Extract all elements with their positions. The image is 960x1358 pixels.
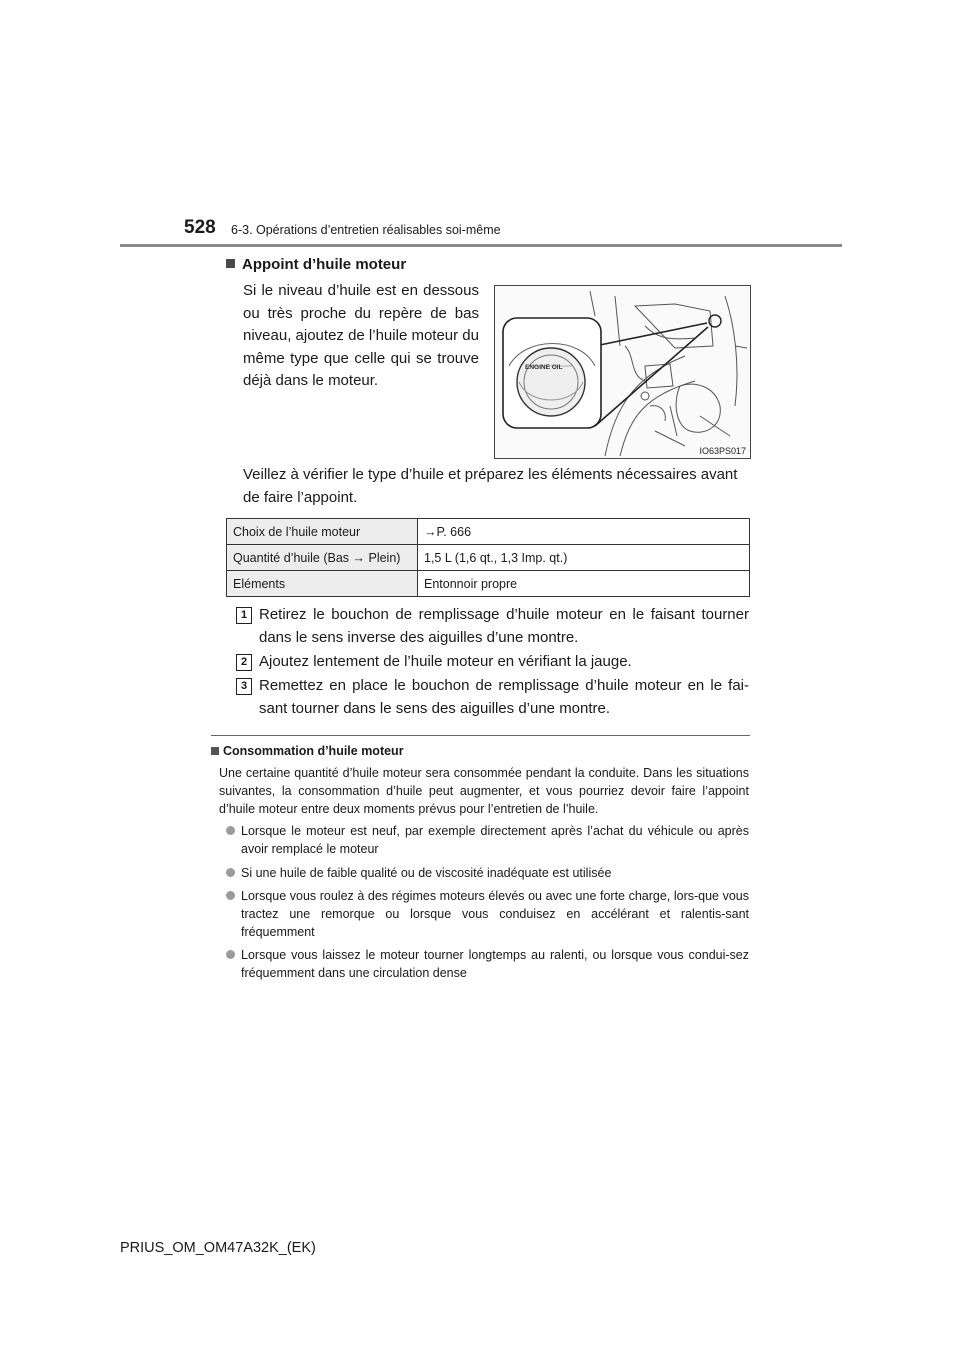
- list-item-text: Lorsque vous laissez le moteur tourner longtemps au ralenti, ou lorsque vous condui-sez fréquemment dans une circulation dense: [241, 948, 749, 980]
- cap-label: ENGINE OIL: [525, 364, 563, 371]
- table-label-cell: Choix de l’huile moteur: [227, 519, 418, 545]
- table-value-cell: 1,5 L (1,6 qt., 1,3 Imp. qt.): [418, 545, 750, 571]
- header-divider: [120, 244, 842, 247]
- list-item-text: Lorsque le moteur est neuf, par exemple directement après l’achat du véhicule ou après avoir remplacé le moteur: [241, 824, 749, 856]
- step-text: Remettez en place le bouchon de remplissage d’huile moteur en le fai-sant tourner dans le sens des aiguilles d’une montre.: [259, 677, 749, 717]
- specs-table: [226, 518, 750, 597]
- bullet-dot-icon: [226, 950, 235, 959]
- engine-oil-cap-figure: [494, 285, 751, 459]
- step-number-badge: 1: [236, 607, 252, 624]
- section-heading-text: Appoint d’huile moteur: [242, 256, 407, 273]
- verify-paragraph: Veillez à vérifier le type d’huile et préparez les éléments nécessaires avant de faire l’appoint.: [243, 466, 738, 506]
- intro-paragraph: Si le niveau d’huile est en dessous ou très proche du repère de bas niveau, ajoutez de l’huile moteur du même type que celle qui se trouve déjà dans le moteur.: [243, 282, 479, 389]
- page-number: 528: [184, 217, 216, 238]
- step-item: [236, 675, 749, 720]
- engine-bay-illustration: [495, 286, 750, 458]
- table-value-cell: →P. 666: [418, 519, 750, 545]
- section-heading: [226, 256, 406, 273]
- list-item: [226, 864, 749, 882]
- note-heading-text: Consommation d’huile moteur: [223, 744, 404, 758]
- step-number-badge: 3: [236, 678, 252, 695]
- list-item: [226, 946, 749, 982]
- document-id: PRIUS_OM_OM47A32K_(EK): [120, 1240, 316, 1256]
- table-row: [227, 571, 750, 597]
- bullet-dot-icon: [226, 891, 235, 900]
- step-text: Ajoutez lentement de l’huile moteur en vérifiant la jauge.: [259, 653, 632, 670]
- list-item: [226, 822, 749, 858]
- step-text: Retirez le bouchon de remplissage d’huile moteur en le faisant tourner dans le sens inverse des aiguilles d’une montre.: [259, 606, 749, 646]
- step-item: [236, 604, 749, 649]
- header-title: 6-3. Opérations d’entretien réalisables soi-même: [231, 223, 501, 237]
- figure-code: IO63PS017: [699, 446, 746, 456]
- table-row: [227, 519, 750, 545]
- bullet-dot-icon: [226, 868, 235, 877]
- step-number-badge: 2: [236, 654, 252, 671]
- square-bullet-icon: [226, 259, 235, 268]
- bullet-dot-icon: [226, 826, 235, 835]
- table-value-cell: Entonnoir propre: [418, 571, 750, 597]
- table-label-cell: Eléments: [227, 571, 418, 597]
- note-divider: [211, 735, 750, 736]
- list-item-text: Si une huile de faible qualité ou de viscosité inadéquate est utilisée: [241, 866, 612, 880]
- step-item: [236, 651, 749, 674]
- list-item-text: Lorsque vous roulez à des régimes moteurs élevés ou avec une forte charge, lors-que vous tractez une remorque ou lorsque vous conduisez en accélérant et ralentis-sant fréquemment: [241, 889, 749, 939]
- list-item: [226, 887, 749, 941]
- table-label-cell: Quantité d’huile (Bas → Plein): [227, 545, 418, 571]
- table-row: [227, 545, 750, 571]
- note-paragraph: Une certaine quantité d’huile moteur sera consommée pendant la conduite. Dans les situations suivantes, la consommation d’huile peut augmenter, et vous pourriez devoir faire l’appoint d’huile moteur entre deux moments prévus pour l’entretien de l’huile.: [219, 766, 749, 816]
- square-bullet-icon: [211, 747, 219, 755]
- note-heading: [211, 744, 404, 758]
